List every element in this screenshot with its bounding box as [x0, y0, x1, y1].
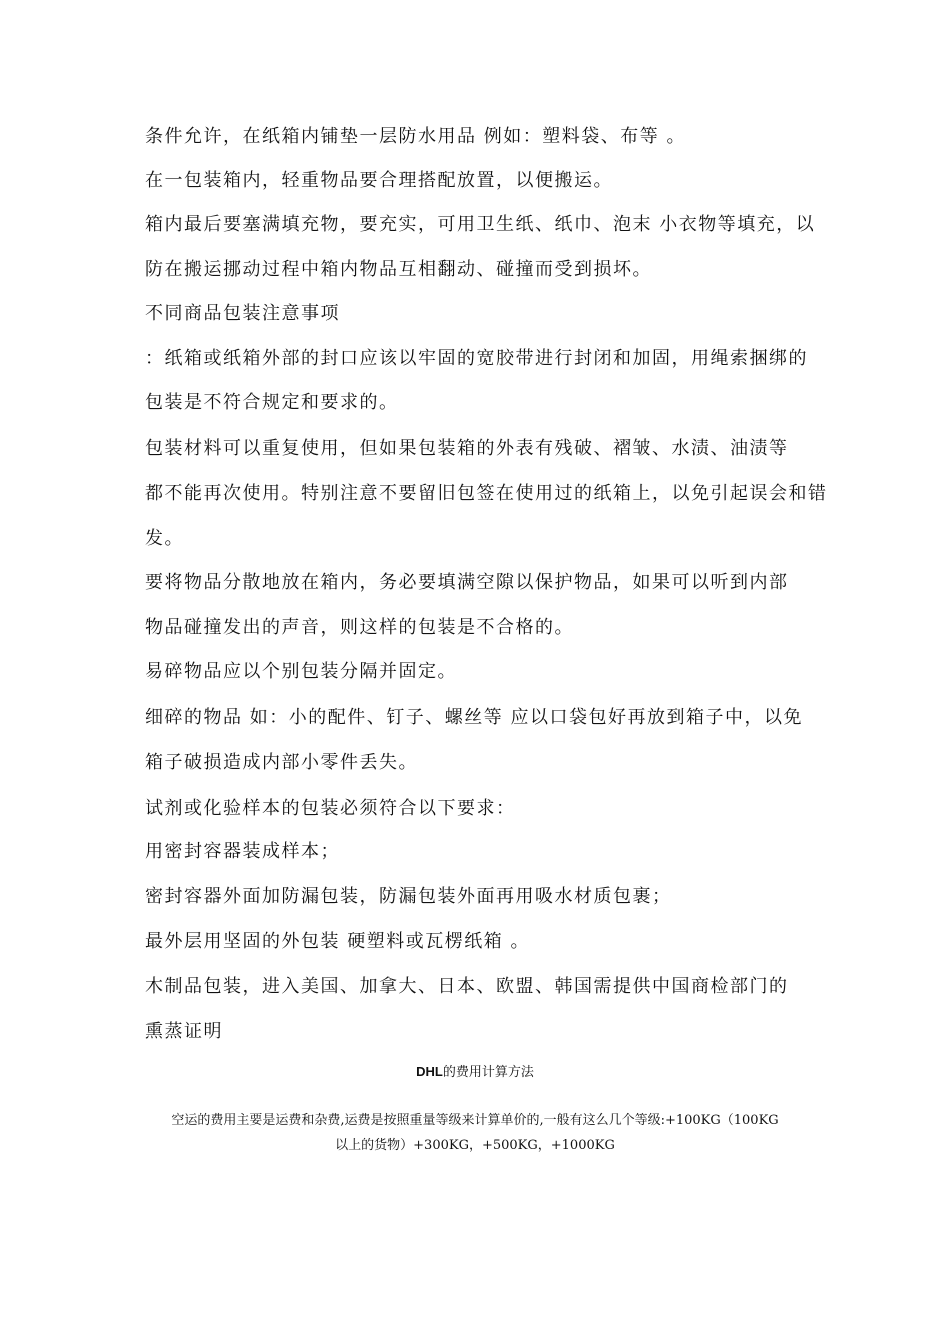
text-line: 物品碰撞发出的声音，则这样的包装是不合格的。 — [145, 617, 574, 638]
section-title — [0, 1063, 950, 1082]
text-line: 最外层用坚固的外包装 硬塑料或瓦楞纸箱 。 — [145, 931, 530, 952]
text-line: 密封容器外面加防漏包装，防漏包装外面再用吸水材质包裹； — [145, 886, 672, 907]
paragraph-line: 以上的货物）+300KG，+500KG，+1000KG — [335, 1138, 615, 1153]
text-line: 在一包装箱内，轻重物品要合理搭配放置，以便搬运。 — [145, 170, 613, 191]
text-line: 用密封容器装成样本； — [145, 841, 340, 862]
text-line: 防在搬运挪动过程中箱内物品互相翻动、碰撞而受到损坏。 — [145, 259, 652, 280]
section-heading: 不同商品包装注意事项 — [145, 303, 340, 324]
text-line: 熏蒸证明 — [145, 1021, 223, 1042]
text-line: 包装是不符合规定和要求的。 — [145, 392, 399, 413]
text-line: 都不能再次使用。特别注意不要留旧包签在使用过的纸箱上，以免引起误会和错 — [145, 483, 828, 504]
section-title-text: 的费用计算方法 — [442, 1065, 534, 1080]
text-line: 箱内最后要塞满填充物，要充实，可用卫生纸、纸巾、泡末 小衣物等填充，以 — [145, 214, 816, 235]
text-line: 细碎的物品 如：小的配件、钉子、螺丝等 应以口袋包好再放到箱子中，以免 — [145, 707, 803, 728]
text-line: 条件允许，在纸箱内铺垫一层防水用品 例如：塑料袋、布等 。 — [145, 126, 686, 147]
text-line: 发。 — [145, 528, 184, 549]
text-line: 要将物品分散地放在箱内，务必要填满空隙以保护物品，如果可以听到内部 — [145, 572, 789, 593]
text-line: 包装材料可以重复使用，但如果包装箱的外表有残破、褶皱、水渍、油渍等 — [145, 438, 789, 459]
text-line: 易碎物品应以个别包装分隔并固定。 — [145, 661, 457, 682]
text-line: ：纸箱或纸箱外部的封口应该以牢固的宽胶带进行封闭和加固，用绳索捆绑的 — [145, 348, 808, 369]
text-line: 试剂或化验样本的包装必须符合以下要求： — [145, 798, 516, 819]
paragraph-line: 空运的费用主要是运费和杂费,运费是按照重量等级来计算单价的,一般有这么几个等级:+100KG（100KG — [171, 1113, 779, 1128]
text-line: 木制品包装，进入美国、加拿大、日本、欧盟、韩国需提供中国商检部门的 — [145, 976, 789, 997]
text-line: 箱子破损造成内部小零件丢失。 — [145, 752, 418, 773]
section-title-brand: DHL — [416, 1064, 443, 1079]
